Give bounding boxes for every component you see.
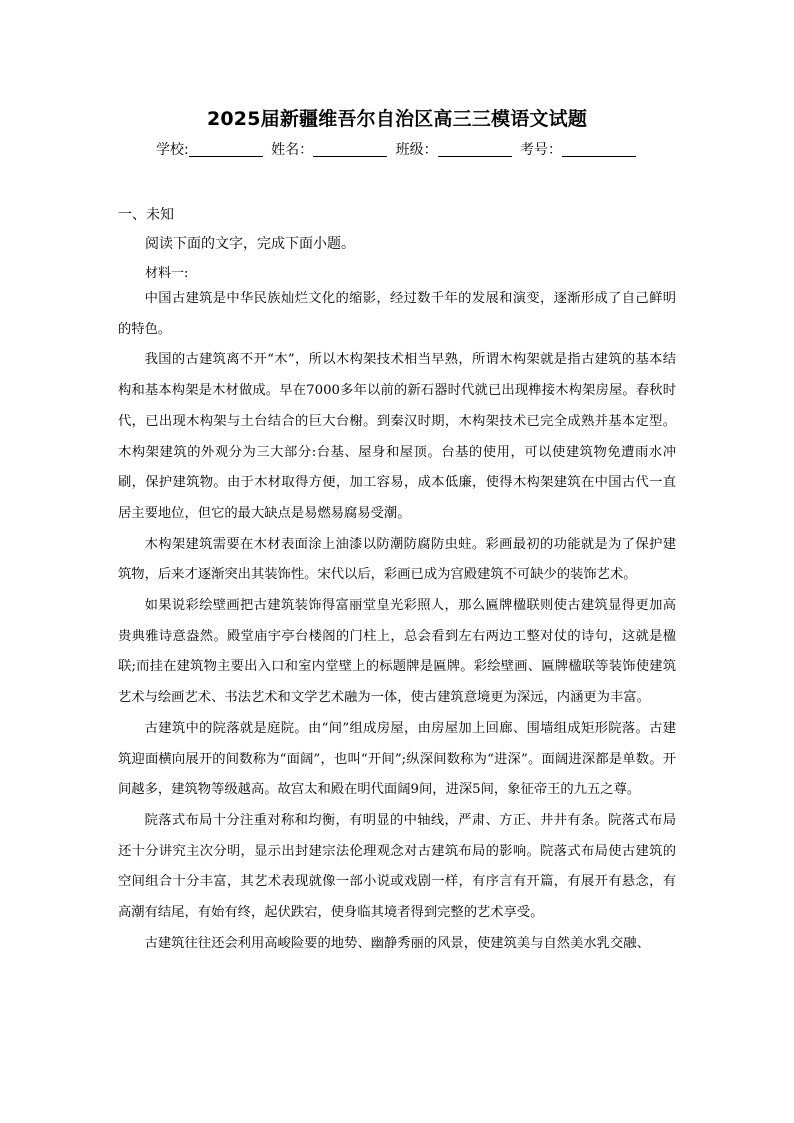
exam-number-field xyxy=(520,139,638,159)
exam-number-label: 考号： xyxy=(520,142,563,158)
paragraph: 古建筑中的院落就是庭院。由“间”组成房屋，由房屋加上回廊、围墙组成矩形院落。古建筑迎面横向展开的间数称为“面阔”，也叫“开间”;纵深间数称为“进深”。面阔进深都是单数。开间越多，建筑物等级越高。故宫太和殿在明代面阔9间，进深5间，象征帝王的九五之尊。 xyxy=(118,720,676,798)
class-field xyxy=(396,139,514,159)
class-label: 班级： xyxy=(395,142,438,158)
class-blank[interactable] xyxy=(438,142,512,157)
paragraph: 古建筑往往还会利用高峻险要的地势、幽静秀丽的风景，使建筑美与自然美水乳交融、 xyxy=(144,935,650,951)
paragraph: 院落式布局十分注重对称和均衡，有明显的中轴线，严肃、方正、井井有条。院落式布局还十分讲究主次分明，显示出封建宗法伦理观念对古建筑布局的影响。院落式布局使古建筑的空间组合十分丰富，其艺术表现就像一部小说或戏剧一样，有序言有开篇，有展开有悬念，有高潮有结尾，有始有终，起伏跌宕，使身临其境者得到完整的艺术享受。 xyxy=(118,812,676,921)
document-title: 2025届新疆维吾尔自治区高三三模语文试题 xyxy=(206,108,588,130)
name-blank[interactable] xyxy=(313,142,387,157)
paragraph: 木构架建筑需要在木材表面涂上油漆以防潮防腐防虫蛀。彩画最初的功能就是为了保护建筑物，后来才逐渐突出其装饰性。宋代以后，彩画已成为宫殿建筑不可缺少的装饰艺术。 xyxy=(118,536,676,583)
passage-body xyxy=(118,284,676,959)
school-blank[interactable] xyxy=(189,142,263,157)
name-field xyxy=(271,139,389,159)
school-label: 学校: xyxy=(155,142,189,158)
reading-instruction: 阅读下面的文字，完成下面小题。 xyxy=(145,236,355,252)
paragraph: 如果说彩绘壁画把古建筑装饰得富丽堂皇光彩照人，那么匾牌楹联则使古建筑显得更加高贵典雅诗意盎然。殿堂庙宇亭台楼阁的门柱上，总会看到左右两边工整对仗的诗句，这就是楹联;而挂在建筑物主要出入口和室内堂壁上的标题牌是匾牌。彩绘壁画、匾牌楹联等装饰使建筑艺术与绘画艺术、书法艺术和文学艺术融为一体，使古建筑意境更为深远，内涵更为丰富。 xyxy=(118,598,676,706)
school-field xyxy=(156,139,265,159)
paragraph: 我国的古建筑离不开“木”，所以木构架技术相当早熟，所谓木构架就是指古建筑的基本结构和基本构架是木材做成。早在7000多年以前的新石器时代就已出现榫接木构架房屋。春秋时代，已出现木构架与土台结合的巨大台榭。到秦汉时期，木构架技术已完全成熟并基本定型。木构架建筑的外观分为三大部分:台基、屋身和屋顶。台基的使用，可以使建筑物免遭雨水冲刷，保护建筑物。由于木材取得方便，加工容易，成本低廉，使得木构架建筑在中国古代一直居主要地位，但它的最大缺点是易燃易腐易受潮。 xyxy=(118,352,676,521)
material-label: 材料一: xyxy=(145,266,189,281)
name-label: 姓名： xyxy=(271,142,314,158)
student-info-line xyxy=(0,139,794,159)
section-heading: 一、未知 xyxy=(118,207,174,223)
exam-number-blank[interactable] xyxy=(562,142,636,157)
paragraph: 中国古建筑是中华民族灿烂文化的缩影，经过数千年的发展和演变，逐渐形成了自己鲜明的特色。 xyxy=(118,291,676,337)
